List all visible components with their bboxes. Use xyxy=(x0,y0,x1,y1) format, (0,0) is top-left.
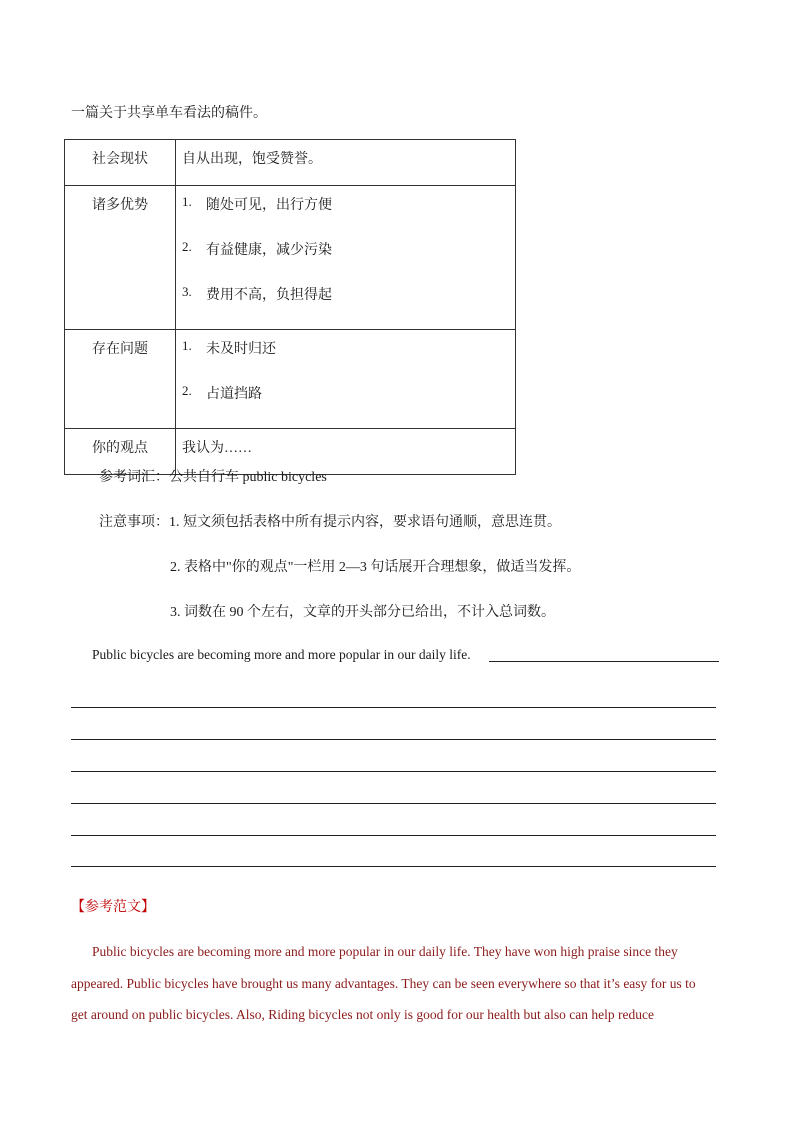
item-text: 未及时归还 xyxy=(206,342,276,357)
row-head: 社会现状 xyxy=(65,140,176,186)
essay-line: appeared. Public bicycles have brought us many advantages. They can be seen everywhere so that it’s easy for us to xyxy=(71,975,696,991)
item-text: 随处可见，出行方便 xyxy=(206,198,332,213)
row-head: 诸多优势 xyxy=(65,186,176,330)
table-row xyxy=(65,140,516,186)
writing-line[interactable] xyxy=(71,771,716,772)
item-number: 3. xyxy=(182,284,192,299)
item-number: 1. xyxy=(182,338,192,353)
vocab-hint: 参考词汇：公共自行车 public bicycles xyxy=(99,470,327,485)
row-content xyxy=(176,330,516,429)
writing-line[interactable] xyxy=(71,707,716,708)
writing-line[interactable] xyxy=(71,739,716,740)
reference-essay xyxy=(71,936,723,1031)
writing-line[interactable] xyxy=(71,835,716,836)
list-item xyxy=(182,194,509,239)
prompt-table xyxy=(64,139,516,475)
list-item xyxy=(182,284,509,329)
item-text: 有益健康，减少污染 xyxy=(206,243,332,258)
row-head: 你的观点 xyxy=(65,429,176,475)
list-item xyxy=(182,338,509,383)
row-head: 存在问题 xyxy=(65,330,176,429)
table-row xyxy=(65,186,516,330)
row-content: 我认为…… xyxy=(176,429,516,475)
reference-title: 【参考范文】 xyxy=(71,900,155,915)
list-item xyxy=(182,383,509,428)
item-number: 2. xyxy=(182,383,192,398)
intro-text: 一篇关于共享单车看法的稿件。 xyxy=(71,106,267,121)
essay-line: get around on public bicycles. Also, Riding bicycles not only is good for our health but also can help reduce xyxy=(71,1007,654,1022)
item-number: 1. xyxy=(182,194,192,209)
essay-line: Public bicycles are becoming more and more popular in our daily life. They have won high praise since they xyxy=(92,944,678,959)
row-content xyxy=(176,186,516,330)
writing-line[interactable] xyxy=(71,866,716,867)
writing-line[interactable] xyxy=(71,803,716,804)
table-row xyxy=(65,330,516,429)
note-line: 2. 表格中"你的观点"一栏用 2—3 句话展开合理想象，做适当发挥。 xyxy=(170,560,581,575)
writing-line[interactable] xyxy=(489,661,719,662)
item-number: 2. xyxy=(182,239,192,254)
essay-starter: Public bicycles are becoming more and more popular in our daily life. xyxy=(92,647,471,662)
note-line: 3. 词数在 90 个左右，文章的开头部分已给出，不计入总词数。 xyxy=(170,605,555,620)
item-text: 占道挡路 xyxy=(206,387,262,402)
row-content: 自从出现，饱受赞誉。 xyxy=(176,140,516,186)
list-item xyxy=(182,239,509,284)
item-text: 费用不高，负担得起 xyxy=(206,288,332,303)
note-line: 注意事项：1. 短文须包括表格中所有提示内容，要求语句通顺，意思连贯。 xyxy=(99,515,561,530)
